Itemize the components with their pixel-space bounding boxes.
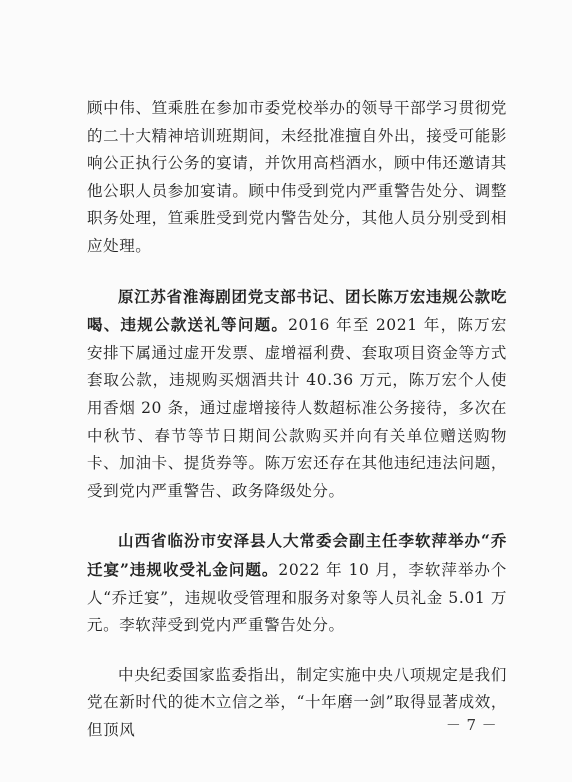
document-body (87, 95, 507, 744)
paragraph-gu-zhongwei: 顾中伟、笪乘胜在参加市委党校举办的领导干部学习贯彻党的二十大精神培训班期间，未经批准擅自外出，接受可能影响公正执行公务的宴请，并饮用高档酒水，顾中伟还邀请其他公职人员参加宴请。顾中伟受到党内严重警告处分、调整职务处理，笪乘胜受到党内警告处分，其他人员分别受到相应处理。 (87, 99, 507, 255)
page-number: － 7 － (445, 716, 497, 734)
case-body-chen-wanhong: 2016 年至 2021 年，陈万宏安排下属通过虚开发票、虚增福利费、套取项目资金等方式套取公款，违规购买烟酒共计 40.36 万元，陈万宏个人使用香烟 20 条，通过虚增接待人数超标准公务接待，多次在中秋节、春节等节日期间公款购买并向有关单位赠送购物卡、加油卡、提货券等。陈万宏还存在其他违纪违法问题，受到党内严重警告、政务降级处分。 (87, 316, 507, 500)
case-heading-chen-wanhong: 原江苏省淮海剧团党支部书记、团长陈万宏违规公款吃喝、违规公款送礼等问题。 (87, 286, 507, 335)
paragraph-li-ruanping (87, 527, 507, 639)
case-heading-li-ruanping: 山西省临汾市安泽县人大常委会副主任李软萍举办“乔迁宴”违规收受礼金问题。 (87, 531, 507, 579)
paragraph-commission-statement: 中央纪委国家监委指出，制定实施中央八项规定是我们党在新时代的徙木立信之举，“十年磨一剑”取得显著成效，但顶风 (87, 665, 507, 739)
case-body-li-ruanping: 2022 年 10 月，李软萍举办个人“乔迁宴”，违规收受管理和服务对象等人员礼金 5.01 万元。李软萍受到党内严重警告处分。 (87, 560, 507, 635)
paragraph-chen-wanhong (87, 283, 507, 506)
